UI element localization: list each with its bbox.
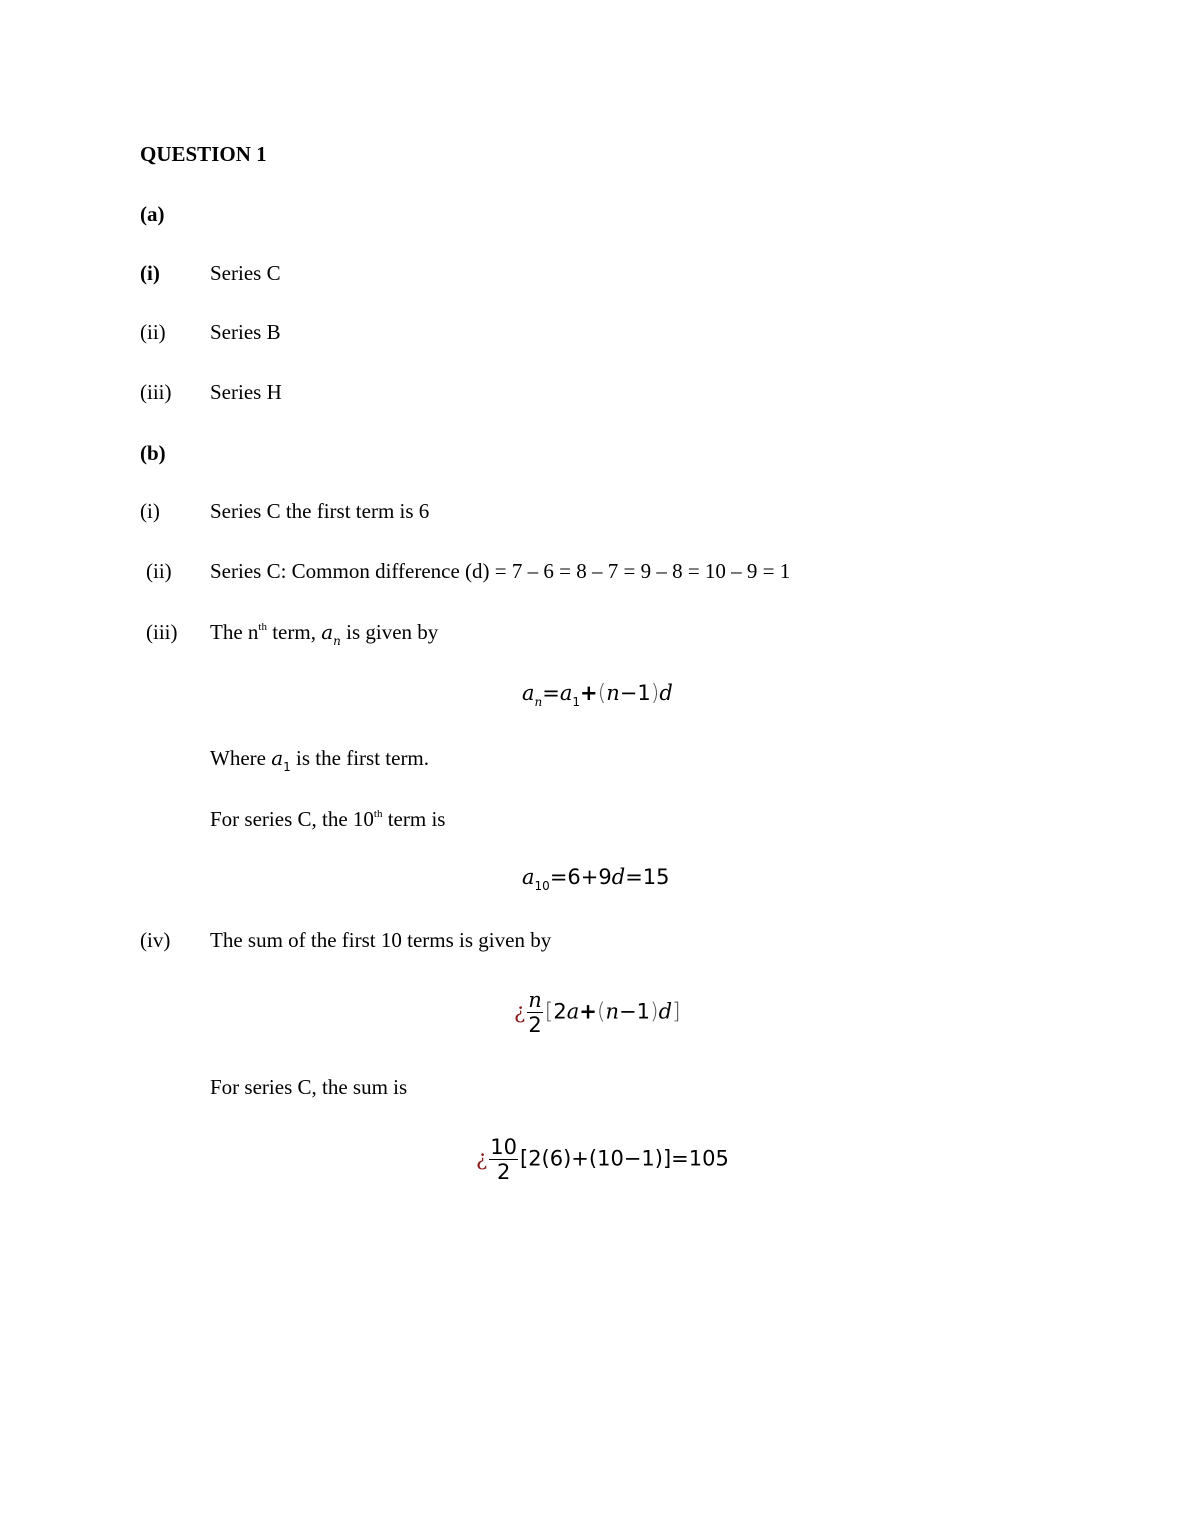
part-a-label: (a): [140, 202, 165, 226]
sum-formula: ¿ $\frac{n}{2}$ [2a+(n−1)d]: [514, 988, 681, 1037]
item-text: Series C: Common difference (d) = 7 – 6 = 8 – 7 = 9 – 8 = 10 – 9 = 1: [210, 559, 791, 583]
item-number: (iii): [146, 620, 178, 644]
item-number: (ii): [146, 559, 172, 583]
tenth-term-result: $a_{10}=6+9d=15$: [522, 865, 670, 893]
part-b-label: (b): [140, 441, 166, 465]
item-text: Series C: [210, 261, 281, 285]
where-first-term: Where $a_1$ is the first term.: [210, 746, 430, 774]
item-number: (ii): [140, 320, 166, 344]
item-text: Series B: [210, 320, 281, 344]
unknown-glyph: ¿: [476, 1146, 488, 1171]
question-title: QUESTION 1: [140, 142, 267, 166]
item-number: (i): [140, 261, 160, 285]
unknown-glyph: ¿: [514, 999, 526, 1024]
item-number: (iv): [140, 928, 171, 952]
item-number: (iii): [140, 380, 172, 404]
item-text: Series C the first term is 6: [210, 499, 430, 523]
item-text: Series H: [210, 380, 282, 404]
nth-term-formula: $a_n=a_1+(n-1)d$: [522, 681, 673, 709]
sum-series-c-result: ¿ $\frac{10}{2}$ [2(6)+(10−1)]=105: [476, 1135, 729, 1184]
tenth-term-intro: For series C, the 10th term is: [210, 807, 446, 831]
nth-term-intro: The $n^{th}$ term, $a_n$ is given by: [210, 620, 439, 648]
sum-intro: The sum of the first 10 terms is given by: [210, 928, 552, 952]
sum-series-c-intro: For series C, the sum is: [210, 1075, 408, 1099]
item-number: (i): [140, 499, 160, 523]
